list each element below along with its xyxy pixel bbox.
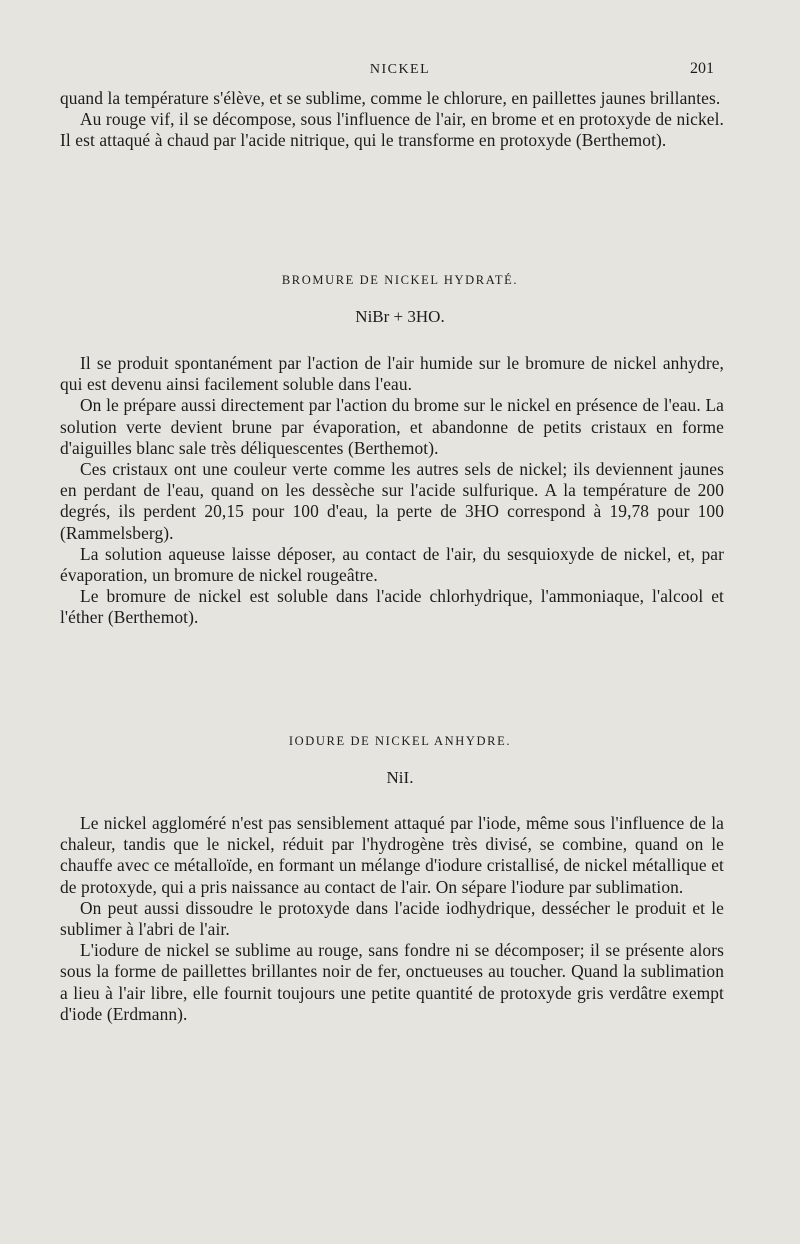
paragraph: L'iodure de nickel se sublime au rouge, sans fondre ni se décomposer; il se présente alors sous la forme de paillettes brillantes noir de fer, onctueuses au toucher. Quand la sublimation a lieu à l'air libre, elle fournit toujours une petite quantité de protoxyde gris verdâtre exempt d'iode (Erdmann). <box>60 940 724 1024</box>
paragraph: La solution aqueuse laisse déposer, au contact de l'air, du sesquioxyde de nickel, et, par évaporation, un bromure de nickel rougeâtre. <box>60 543 724 586</box>
paragraph: Le nickel aggloméré n'est pas sensiblement attaqué par l'iode, même sous l'influence de la chaleur, tandis que le nickel, réduit par l'hydrogène très divisé, se combine, quand on le chauffe avec ce métalloïde, en formant un mélange d'iodure cristallisé, de nickel métallique et de protoxyde, qui a pris naissance au contact de l'air. On sépare l'iodure par sublimation. <box>60 813 724 897</box>
intro-block <box>60 88 724 152</box>
paragraph: Le bromure de nickel est soluble dans l'acide chlorhydrique, l'ammoniaque, l'alcool et l'éther (Berthemot). <box>60 586 724 628</box>
paragraph: On le prépare aussi directement par l'action du brome sur le nickel en présence de l'eau. La solution verte devient brune par évaporation, et abandonne de petits cristaux en forme d'aiguilles blanc sale très déliquescentes (Berthemot). <box>60 395 724 458</box>
formula-iodure-anhydre: NiI. <box>386 768 414 787</box>
paragraph: quand la température s'élève, et se sublime, comme le chlorure, en paillettes jaunes brillantes. <box>60 88 721 108</box>
section-title-iodure-anhydre: IODURE DE NICKEL ANHYDRE. <box>288 734 512 748</box>
paragraph: On peut aussi dissoudre le protoxyde dans l'acide iodhydrique, dessécher le produit et le sublimer à l'abri de l'air. <box>60 897 724 940</box>
iodure-anhydre-block <box>60 813 724 1025</box>
page-header <box>0 60 800 82</box>
running-title: NICKEL <box>369 62 431 77</box>
section-title-bromure-hydrate: BROMURE DE NICKEL HYDRATÉ. <box>281 273 519 287</box>
paragraph: Ces cristaux ont une couleur verte comme les autres sels de nickel; ils deviennent jaunes en perdant de l'eau, quand on les dessèche sur l'acide sulfurique. A la température de 200 degrés, ils perdent 20,15 pour 100 d'eau, la perte de 3HO correspond à 19,78 pour 100 (Rammelsberg). <box>60 459 724 543</box>
formula-bromure-hydrate: NiBr + 3HO. <box>355 307 445 326</box>
page-number: 201 <box>690 60 714 77</box>
paragraph: Au rouge vif, il se décompose, sous l'influence de l'air, en brome et en protoxyde de nickel. Il est attaqué à chaud par l'acide nitrique, qui le transforme en protoxyde (Berthemot). <box>60 109 724 151</box>
paragraph: Il se produit spontanément par l'action de l'air humide sur le bromure de nickel anhydre, qui est devenu ainsi facilement soluble dans l'eau. <box>60 353 724 395</box>
bromure-hydrate-block <box>60 353 724 629</box>
